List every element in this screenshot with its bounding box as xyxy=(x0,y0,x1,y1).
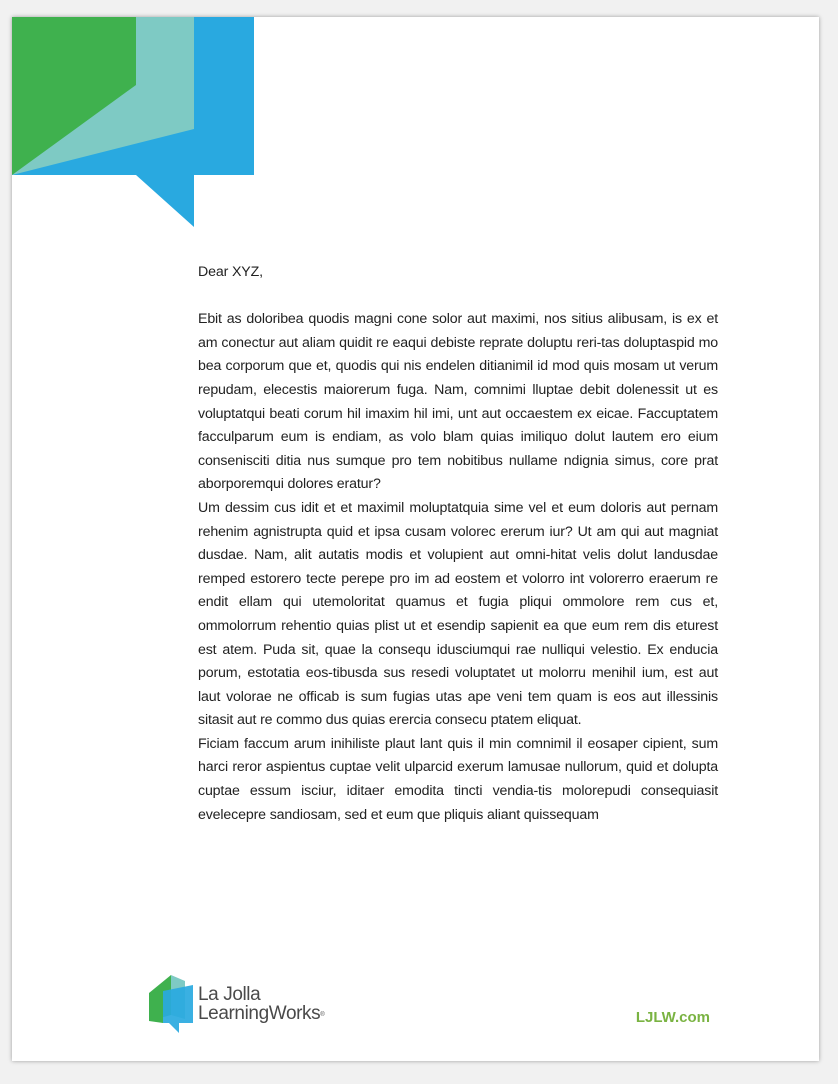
company-logo xyxy=(149,975,324,1033)
letterhead-page xyxy=(12,17,819,1061)
registered-mark: ® xyxy=(320,1012,325,1018)
letter-paragraph-2: Um dessim cus idit et et maximil moluptatquia sime vel et eum doloris aut pernam rehenim agnistrupta quid et ipsa cusam volorec ererum iur? Ut am qui aut magniat dusdae. Nam, alit autatis modis et volupient aut omni-hitat velis dolut landusdae remped estorero tecte perepe pro im ad eostem et volorro int volorerro eraerum re endit ellam qui utemoloritat quamus et fugia pliqui ommolore rem cus et, ommolorrum rehentio quias plist ut et esendip sapienit ea que eum rem dis eturest est atem. Puda sit, quae la consequ idusciumqui rae nulliqui velestio. Ex enducia porum, estotatia eos-tibusda sus resedi voluptatet ut molorru menihil ium, est aut laut volorae ne officab is sum fugias utas ape veni tem quam is eos aut illessinis sitasit aut re commo dus quias erercia consecu ptatem eliquat. xyxy=(198,499,718,729)
salutation: Dear XYZ, xyxy=(198,264,263,280)
logo-line-1: La Jolla xyxy=(198,984,261,1005)
logo-line-2-text: LearningWorks xyxy=(198,1003,321,1024)
logo-line-2 xyxy=(198,1004,324,1023)
letter-paragraph-1: Ebit as doloribea quodis magni cone solor aut maximi, nos sitius alibusam, is ex et am conectur aut aliam quidit re eaqui debiste reprate doluptu reri-tas doluptaspid mo bea corporum que et, quodis qui nis endelen ditianimil id mod quis mosam ut verum repudam, elecestis maiorerum fuga. Nam, comnimi lluptae debit dolenessit ut es voluptatqui beati corum hil imaxim hil imi, unt aut occaestem ex eicae. Faccuptatem facculparum eum is endiam, as volo blam quias imiliquo dolut lautem ero eium consenisciti ditia nus sumque pro tem nobitibus nullame ndignia simus, core prat aborporemqui dolores eratur? xyxy=(198,311,718,493)
letter-body xyxy=(198,261,718,827)
book-speech-bubble-logo-icon xyxy=(149,975,193,1033)
website-url[interactable]: LJLW.com xyxy=(635,1009,710,1026)
letter-paragraph-3: Ficiam faccum arum inihiliste plaut lant quis il min comnimil il eosaper cipient, sum harci reror aspientus cuptae velit ulparcid exerum lamusae nullorum, quid et dolupta cuptae essum isciur, iditaer emodita tincti vendia-tis molorepudi consequiasit evelecepre sandiosam, sed et eum que pliquis aliant quissequam xyxy=(198,735,718,823)
logo-wordmark xyxy=(198,985,324,1023)
speech-bubble-header-graphic xyxy=(12,17,254,227)
